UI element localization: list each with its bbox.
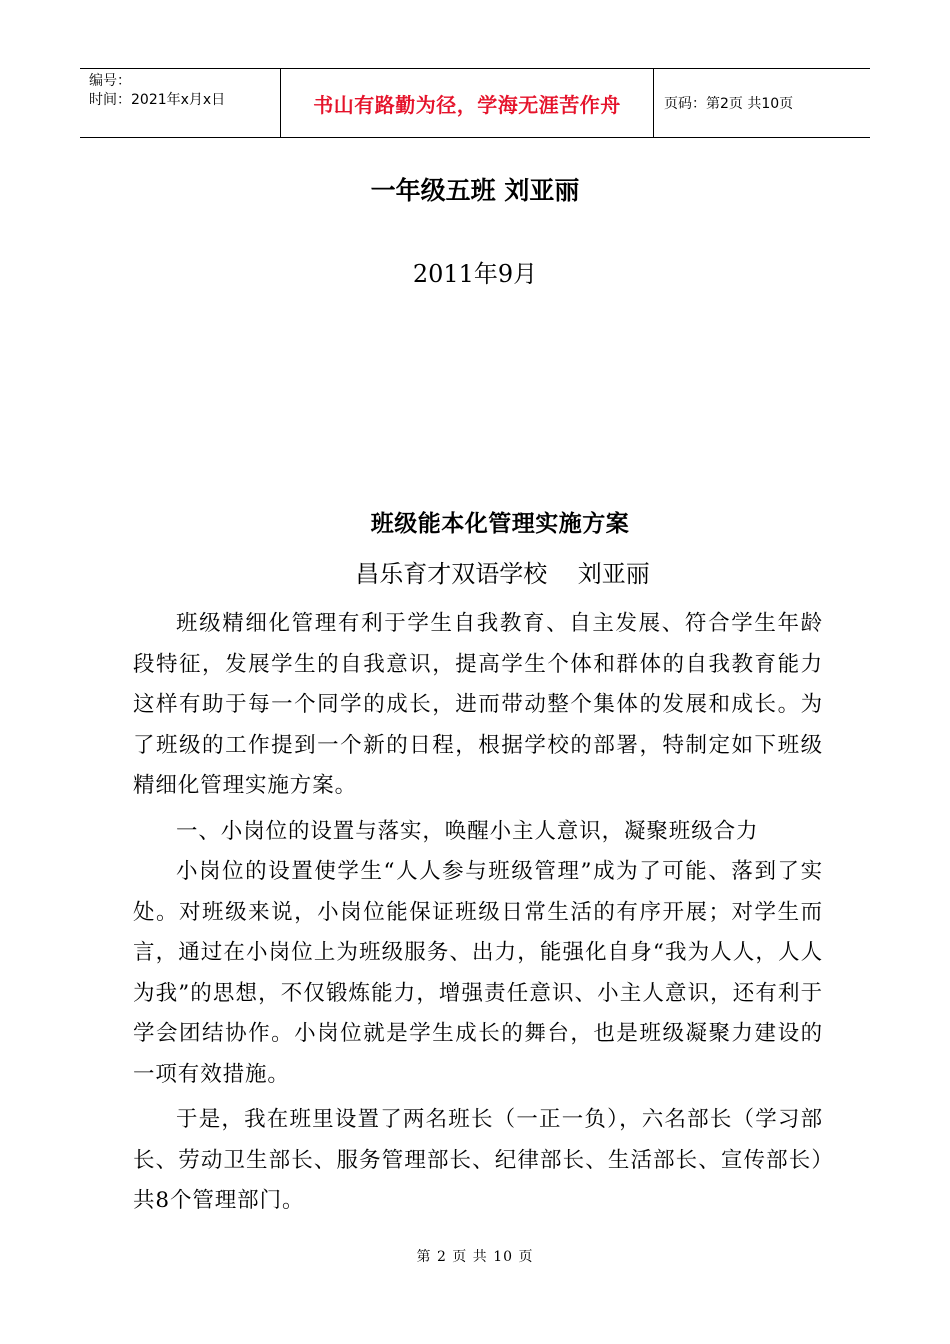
page-footer: 第 2 页 共 10 页 xyxy=(416,1249,534,1265)
header-meta-cell xyxy=(80,69,281,137)
motto-text: 书山有路勤为径，学海无涯苦作舟 xyxy=(313,92,621,117)
header-page-cell xyxy=(654,69,870,137)
time-label: 时间：2021年x月x日 xyxy=(89,92,226,108)
header-motto-cell xyxy=(281,69,654,137)
cover-date: 2011年9月 xyxy=(412,260,538,288)
section-heading: 一、小岗位的设置与落实，唤醒小主人意识，凝聚班级合力 xyxy=(176,818,759,844)
page-info: 页码：第2页 共10页 xyxy=(664,96,794,112)
document-author: 昌乐育才双语学校 刘亚丽 xyxy=(355,560,650,588)
document-body xyxy=(133,604,823,1222)
header-table xyxy=(80,68,870,138)
class-teacher-line: 一年级五班 刘亚丽 xyxy=(370,176,580,205)
document-title: 班级能本化管理实施方案 xyxy=(370,511,630,537)
number-label: 编号： xyxy=(89,73,131,89)
intro-paragraph: 班级精细化管理有利于学生自我教育、自主发展、符合学生年龄段特征，发展学生的自我意识，提高学生个体和群体的自我教育能力这样有助于每一个同学的成长，进而带动整个集体的发展和成长。为了班级的工作提到一个新的日程，根据学校的部署，特制定如下班级精细化管理实施方案。 xyxy=(133,611,823,798)
body-paragraph: 于是，我在班里设置了两名班长（一正一负），六名部长（学习部长、劳动卫生部长、服务管理部长、纪律部长、生活部长、宣传部长）共8个管理部门。 xyxy=(133,1107,823,1213)
body-paragraph: 小岗位的设置使学生“人人参与班级管理”成为了可能、落到了实处。对班级来说，小岗位能保证班级日常生活的有序开展；对学生而言，通过在小岗位上为班级服务、出力，能强化自身“我为人人，人人为我”的思想，不仅锻炼能力，增强责任意识、小主人意识，还有利于学会团结协作。小岗位就是学生成长的舞台，也是班级凝聚力建设的一项有效措施。 xyxy=(133,859,823,1087)
